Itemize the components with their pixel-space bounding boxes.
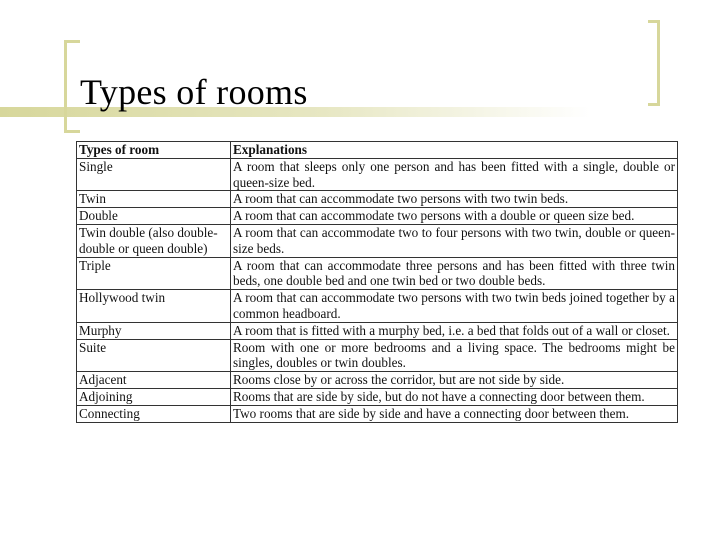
explanation-cell: Rooms close by or across the corridor, but are not side by side. [231, 372, 678, 389]
table-row [77, 290, 678, 323]
room-type-cell: Double [77, 208, 231, 225]
table-row [77, 191, 678, 208]
room-type-cell: Adjoining [77, 388, 231, 405]
table-row [77, 339, 678, 372]
table-row [77, 405, 678, 422]
room-types-table-wrapper [76, 141, 677, 423]
room-type-cell: Connecting [77, 405, 231, 422]
slide-title: Types of rooms [80, 72, 308, 112]
explanation-cell: A room that can accommodate two persons with two twin beds. [231, 191, 678, 208]
header-types-of-room: Types of room [77, 142, 231, 159]
explanation-cell: Rooms that are side by side, but do not have a connecting door between them. [231, 388, 678, 405]
table-row [77, 388, 678, 405]
room-type-cell: Murphy [77, 322, 231, 339]
table-row [77, 322, 678, 339]
table-row [77, 158, 678, 191]
explanation-cell: Room with one or more bedrooms and a living space. The bedrooms might be singles, doubles or twin doubles. [231, 339, 678, 372]
table-header-row [77, 142, 678, 159]
room-types-table [76, 141, 678, 423]
explanation-cell: A room that sleeps only one person and has been fitted with a single, double or queen-size bed. [231, 158, 678, 191]
table-row [77, 208, 678, 225]
left-bracket-decoration [64, 40, 80, 133]
room-type-cell: Suite [77, 339, 231, 372]
room-type-cell: Triple [77, 257, 231, 290]
explanation-cell: A room that can accommodate three persons and has been fitted with three twin beds, one double bed and one twin bed or two double beds. [231, 257, 678, 290]
table-row [77, 257, 678, 290]
explanation-cell: A room that can accommodate two to four persons with two twin, double or queen-size beds. [231, 224, 678, 257]
room-type-cell: Twin [77, 191, 231, 208]
table-row [77, 372, 678, 389]
explanation-cell: Two rooms that are side by side and have a connecting door between them. [231, 405, 678, 422]
explanation-cell: A room that can accommodate two persons with a double or queen size bed. [231, 208, 678, 225]
room-type-cell: Adjacent [77, 372, 231, 389]
room-type-cell: Twin double (also double-double or queen double) [77, 224, 231, 257]
room-type-cell: Single [77, 158, 231, 191]
explanation-cell: A room that can accommodate two persons with two twin beds joined together by a common headboard. [231, 290, 678, 323]
explanation-cell: A room that is fitted with a murphy bed, i.e. a bed that folds out of a wall or closet. [231, 322, 678, 339]
room-type-cell: Hollywood twin [77, 290, 231, 323]
right-bracket-decoration [648, 20, 660, 106]
header-explanations: Explanations [231, 142, 678, 159]
table-row [77, 224, 678, 257]
